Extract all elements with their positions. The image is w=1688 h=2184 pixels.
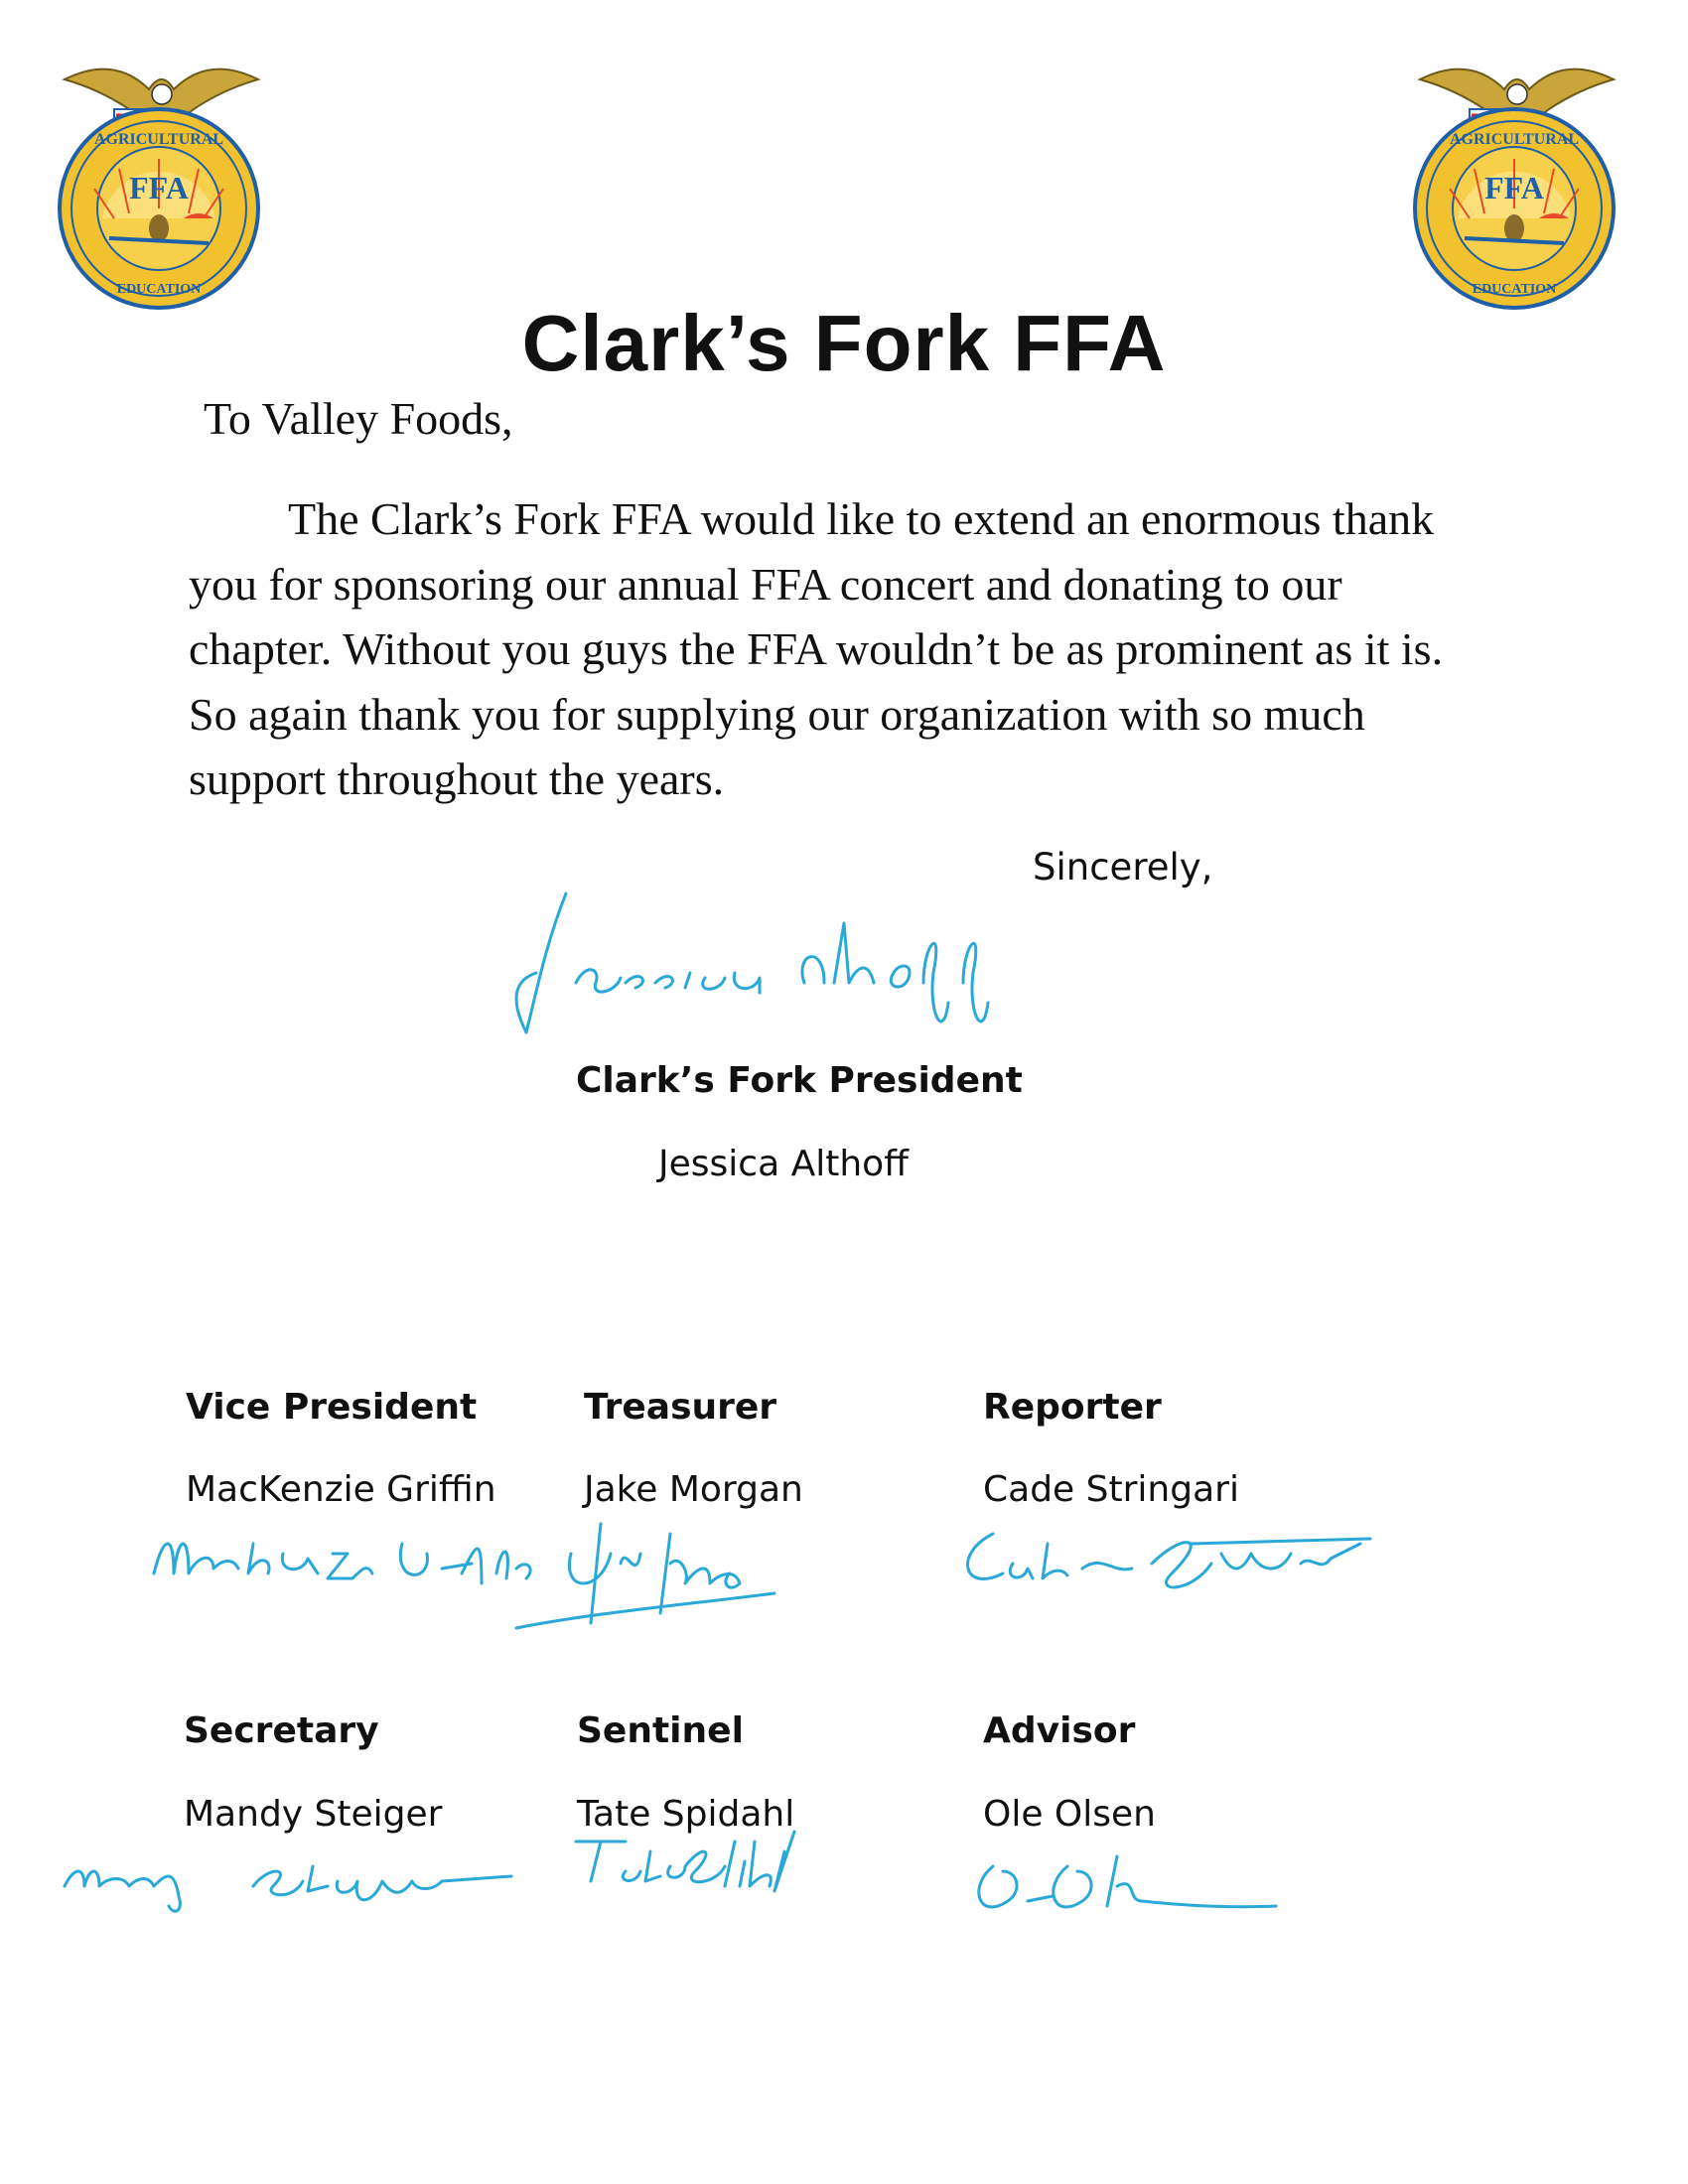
officer-name: Mandy Steiger — [184, 1794, 443, 1835]
president-name: Jessica Althoff — [658, 1144, 909, 1184]
officer-name: MacKenzie Griffin — [186, 1469, 496, 1510]
ffa-emblem-left — [55, 50, 268, 318]
letter-body: The Clark’s Fork FFA would like to extend an enormous thank you for sponsoring our annual FFA concert and donating to our chapter. Without you guys the FFA wouldn’t be as prominent as it is. So again thank you for supplying our organization with so much support throughout the years. — [189, 493, 1444, 804]
officer-signature — [144, 1514, 541, 1603]
president-role: Clark’s Fork President — [576, 1060, 1023, 1101]
officer-role: Treasurer — [584, 1387, 777, 1428]
officer-role: Secretary — [184, 1710, 379, 1751]
emblem-center: FFA — [129, 170, 189, 205]
officer-role: Sentinel — [577, 1710, 744, 1751]
president-signature — [506, 884, 1023, 1042]
emblem-center: FFA — [1484, 170, 1544, 205]
officer-signature — [511, 1514, 779, 1633]
officer-role: Reporter — [983, 1387, 1162, 1428]
officer-signature — [953, 1514, 1370, 1603]
officer-name: Jake Morgan — [584, 1469, 803, 1510]
officer-role: Advisor — [983, 1710, 1136, 1751]
officer-signature — [566, 1812, 844, 1901]
officer-signature — [968, 1846, 1286, 1926]
ffa-emblem-right — [1410, 50, 1623, 318]
officer-role: Vice President — [186, 1387, 478, 1428]
emblem-ring-top: AGRICULTURAL — [93, 131, 224, 148]
officer-name: Cade Stringari — [983, 1469, 1239, 1510]
emblem-ring-top: AGRICULTURAL — [1449, 131, 1580, 148]
officer-signature — [55, 1837, 521, 1916]
closing: Sincerely, — [1033, 846, 1213, 888]
salutation: To Valley Foods, — [204, 393, 513, 444]
officer-name: Tate Spidahl — [577, 1794, 795, 1835]
emblem-ring-bottom: EDUCATION — [116, 282, 202, 297]
officer-name: Ole Olsen — [983, 1794, 1156, 1835]
emblem-ring-bottom: EDUCATION — [1472, 282, 1557, 297]
letter-title: Clark’s Fork FFA — [521, 299, 1167, 387]
